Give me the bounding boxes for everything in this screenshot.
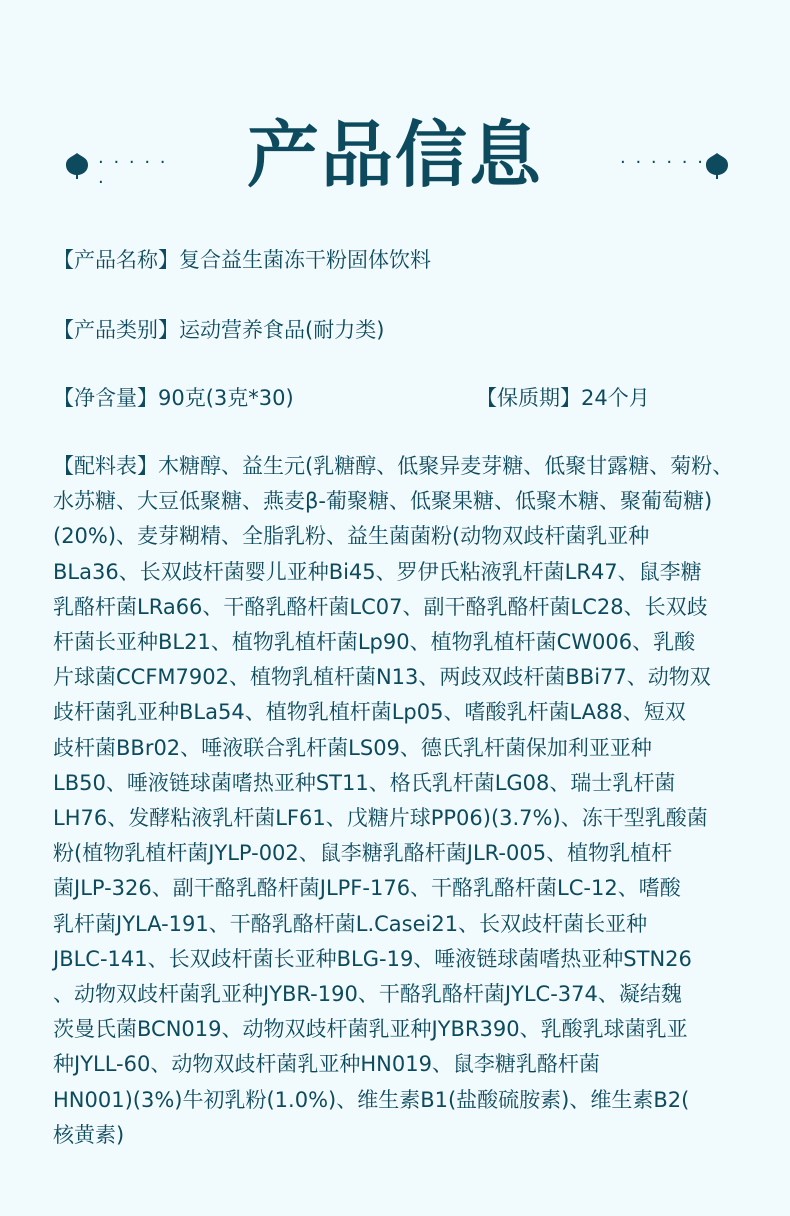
ingredients-line: BLa36、长双歧杆菌婴儿亚种Bi45、罗伊氏粘液乳杆菌LR47、鼠李糖 (53, 559, 702, 584)
right-dots: · · · · · · (620, 152, 705, 173)
net-content-label: 【净含量】 (53, 386, 158, 410)
ingredients-line: JBLC-141、长双歧杆菌长亚种BLG-19、唾液链球菌嗜热亚种STN26 (53, 946, 692, 971)
left-dots: · · · · · · (98, 152, 168, 193)
ingredients-line: 种JYLL-60、动物双歧杆菌乳亚种HN019、鼠李糖乳酪杆菌 (53, 1052, 600, 1077)
ingredients-line: LH76、发酵粘液乳杆菌LF61、戊糖片球PP06)(3.7%)、冻干型乳酸菌 (53, 806, 708, 831)
product-name-label: 【产品名称】 (53, 248, 179, 272)
right-ornament (616, 151, 736, 177)
ingredients-line: HN001)(3%)牛初乳粉(1.0%)、维生素B1(盐酸硫胺素)、维生素B2( (53, 1087, 690, 1112)
product-name-row (53, 245, 431, 275)
ingredients-line: 茨曼氏菌BCN019、动物双歧杆菌乳亚种JYBR390、乳酸乳球菌乳亚 (53, 1017, 688, 1042)
shelf-life-value: 24个月 (581, 386, 650, 410)
product-category-label: 【产品类别】 (53, 318, 179, 342)
page-title: 产品信息 (246, 112, 543, 197)
net-content-value: 90克(3克*30) (158, 386, 294, 410)
product-category-row (53, 315, 384, 345)
ingredients-line: 【配料表】木糖醇、益生元(乳糖醇、低聚异麦芽糖、低聚甘露糖、菊粉、 (53, 454, 734, 478)
shelf-life-row (476, 383, 650, 413)
ingredients-line: 水苏糖、大豆低聚糖、燕麦β-葡聚糖、低聚果糖、低聚木糖、聚葡萄糖) (53, 489, 713, 514)
ingredients-line: 乳杆菌JYLA-191、干酪乳酪杆菌L.Casei21、长双歧杆菌长亚种 (53, 911, 648, 936)
ingredients-line: 核黄素) (53, 1122, 125, 1147)
product-name-value: 复合益生菌冻干粉固体饮料 (179, 248, 431, 272)
ingredients-line: (20%)、麦芽糊精、全脂乳粉、益生菌菌粉(动物双歧杆菌乳亚种 (53, 524, 650, 549)
ingredients-line: 乳酪杆菌LRa66、干酪乳酪杆菌LC07、副干酪乳酪杆菌LC28、长双歧 (53, 594, 708, 619)
shelf-life-label: 【保质期】 (476, 386, 581, 410)
ingredients-line: 歧杆菌乳亚种BLa54、植物乳植杆菌Lp05、嗜酸乳杆菌LA88、短双 (53, 700, 686, 725)
lotus-bud-icon (702, 151, 732, 179)
ingredients-line: 杆菌长亚种BL21、植物乳植杆菌Lp90、植物乳植杆菌CW006、乳酸 (53, 630, 696, 655)
net-content-row (53, 383, 294, 413)
ingredients-line: 菌JLP-326、副干酪乳酪杆菌JLPF-176、干酪乳酪杆菌LC-12、嗜酸 (53, 876, 681, 901)
ingredients-line: 粉(植物乳植杆菌JYLP-002、鼠李糖乳酪杆菌JLR-005、植物乳植杆 (53, 841, 673, 866)
title-row (0, 100, 790, 200)
ingredients-line: LB50、唾液链球菌嗜热亚种ST11、格氏乳杆菌LG08、瑞士乳杆菌 (53, 770, 676, 795)
ingredients-line: 歧杆菌BBr02、唾液联合乳杆菌LS09、德氏乳杆菌保加利亚亚种 (53, 735, 652, 760)
ingredients-block (53, 449, 753, 1153)
product-category-value: 运动营养食品(耐力类) (179, 318, 385, 342)
ingredients-line: 片球菌CCFM7902、植物乳植杆菌N13、两歧双歧杆菌BBi77、动物双 (53, 665, 711, 690)
ingredients-line: 、动物双歧杆菌乳亚种JYBR-190、干酪乳酪杆菌JYLC-374、凝结魏 (53, 982, 682, 1007)
